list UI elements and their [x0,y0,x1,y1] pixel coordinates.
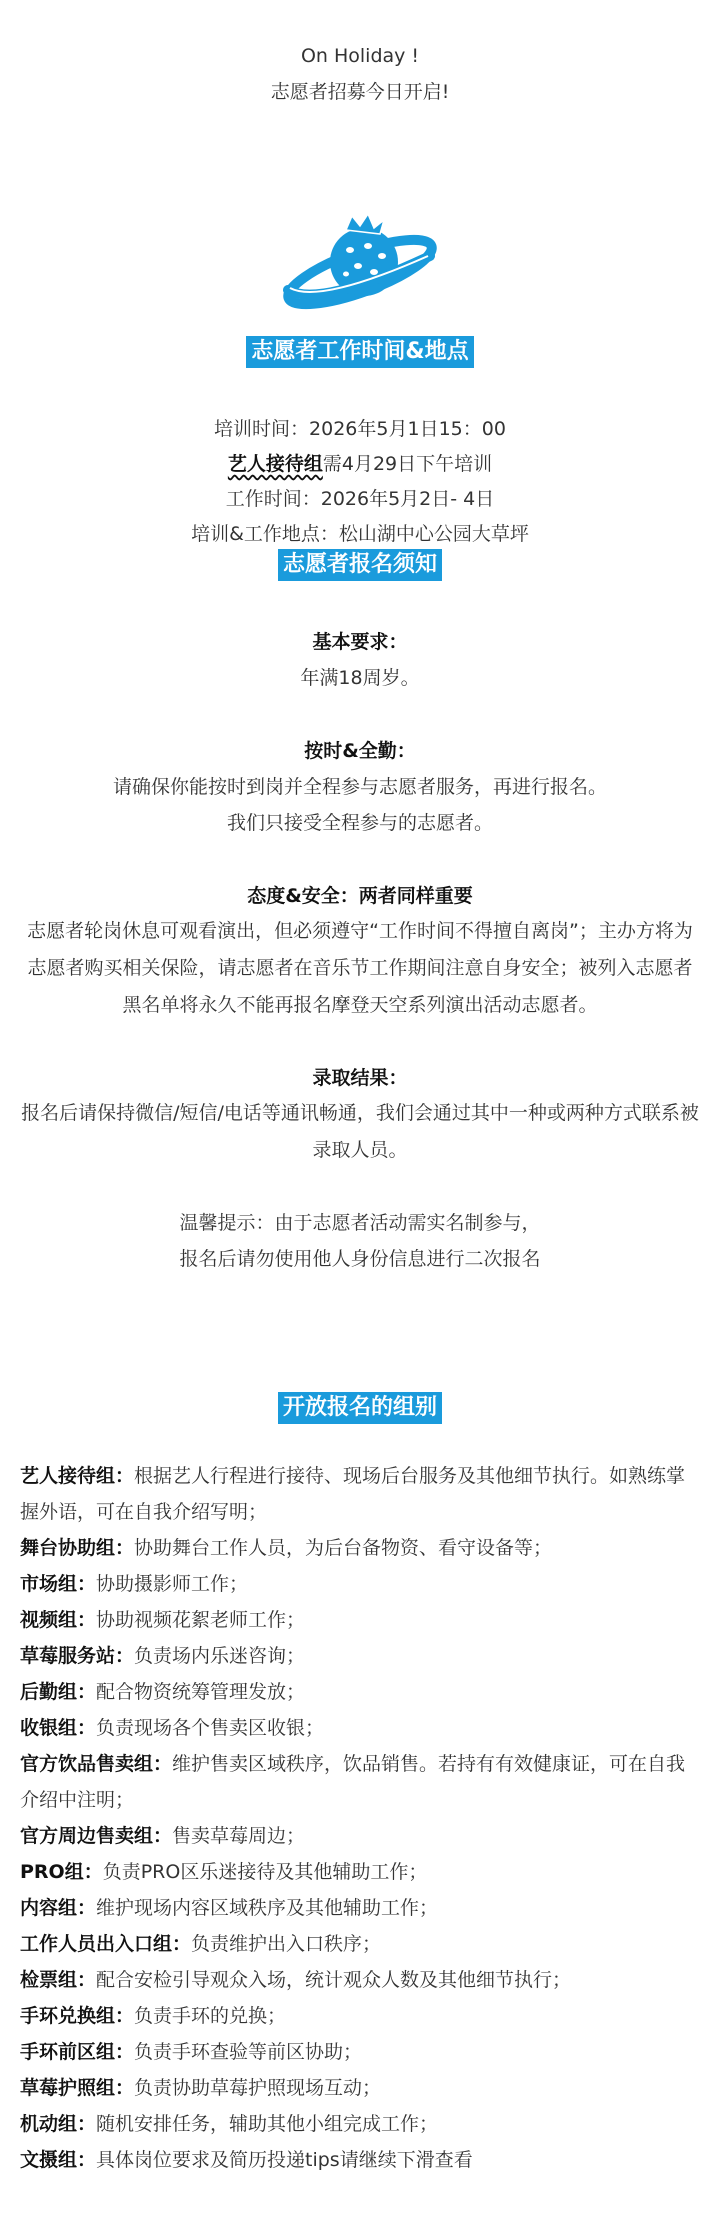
list-item [20,1818,704,1854]
group-desc: 负责手环查验等前区协助； [134,2041,363,2063]
group-name: 工作人员出入口组： [20,1933,192,1955]
notice-section-heading [0,549,720,581]
group-name: 收银组： [20,1717,97,1739]
list-item [20,1530,704,1566]
list-item [20,2034,704,2070]
attitude-text: 志愿者轮岗休息可观看演出，但必须遵守“工作时间不得擅自离岗”；主办方将为志愿者购买相关保险，请志愿者在音乐节工作期间注意自身安全；被列入志愿者黑名单将永久不能再报名摩登天空系列演出活动志愿者。 [27,920,693,1016]
work-location: 培训&工作地点：松山湖中心公园大草坪 [191,523,529,545]
artist-note-text: 需4月29日下午培训 [322,453,493,475]
tip-line-2: 报名后请勿使用他人身份信息进行二次报名 [179,1248,541,1270]
notice-section-title: 志愿者报名须知 [278,549,442,581]
group-desc: 维护售卖区域秩序，饮品销售。若持有有效健康证，可在自我介绍中注明； [20,1753,686,1811]
group-desc: 负责现场各个售卖区收银； [96,1717,325,1739]
list-item [20,1566,704,1602]
group-desc: 负责场内乐迷咨询； [134,1645,306,1667]
group-name: PRO组： [20,1861,103,1883]
training-time: 培训时间：2026年5月1日15：00 [214,418,506,440]
group-desc: 负责手环的兑换； [134,2005,287,2027]
work-section-heading [0,336,720,368]
group-name: 内容组： [20,1897,97,1919]
group-name: 市场组： [20,1573,97,1595]
groups-section-title: 开放报名的组别 [278,1392,442,1424]
attendance-title: 按时&全勤： [304,740,416,762]
group-desc: 具体岗位要求及简历投递tips请继续下滑查看 [96,2149,473,2171]
group-desc: 协助视频花絮老师工作； [96,1609,306,1631]
list-item [20,1998,704,2034]
result-title: 录取结果： [312,1067,408,1089]
tip-line-1: 温馨提示：由于志愿者活动需实名制参与， [179,1212,541,1234]
list-item [20,1854,704,1890]
work-section-title: 志愿者工作时间&地点 [246,336,473,368]
group-desc: 协助摄影师工作； [96,1573,249,1595]
list-item [20,1710,704,1746]
groups-list [20,1458,704,2178]
group-name: 官方周边售卖组： [20,1825,173,1847]
artist-group-label: 艺人接待组 [227,453,323,475]
artist-training-note [0,446,720,482]
intro-line-1: On Holiday ! [300,45,420,67]
group-name: 草莓服务站： [20,1645,135,1667]
list-item [20,2142,704,2178]
list-item [20,1674,704,1710]
group-name: 检票组： [20,1969,97,1991]
group-name: 机动组： [20,2113,97,2135]
groups-section-heading [0,1392,720,1424]
group-desc: 配合物资统筹管理发放； [96,1681,306,1703]
work-time: 工作时间：2026年5月2日- 4日 [225,488,495,510]
group-name: 文摄组： [20,2149,97,2171]
basic-requirement-text: 年满18周岁。 [300,667,420,689]
group-desc: 根据艺人行程进行接待、现场后台服务及其他细节执行。如熟练掌握外语，可在自我介绍写明； [20,1465,686,1523]
attendance-text-2: 我们只接受全程参与的志愿者。 [226,812,493,834]
list-item [20,1890,704,1926]
attitude-title: 态度&安全：两者同样重要 [247,885,473,907]
group-name: 手环前区组： [20,2041,135,2063]
group-name: 舞台协助组： [20,1537,135,1559]
result-text: 报名后请保持微信/短信/电话等通讯畅通，我们会通过其中一种或两种方式联系被录取人员。 [21,1102,699,1161]
group-name: 手环兑换组： [20,2005,135,2027]
list-item [20,2106,704,2142]
group-desc: 负责PRO区乐迷接待及其他辅助工作； [102,1861,428,1883]
list-item [20,1458,704,1530]
list-item [20,2070,704,2106]
basic-requirement-title: 基本要求： [312,631,408,653]
group-name: 后勤组： [20,1681,97,1703]
group-name: 官方饮品售卖组： [20,1753,173,1775]
group-desc: 负责维护出入口秩序； [191,1933,382,1955]
list-item [20,1926,704,1962]
group-desc: 维护现场内容区域秩序及其他辅助工作； [96,1897,439,1919]
group-name: 艺人接待组： [20,1465,135,1487]
group-name: 草莓护照组： [20,2077,135,2099]
list-item [20,1602,704,1638]
group-desc: 配合安检引导观众入场，统计观众人数及其他细节执行； [96,1969,572,1991]
group-desc: 协助舞台工作人员，为后台备物资、看守设备等； [134,1537,553,1559]
list-item [20,1962,704,1998]
group-name: 视频组： [20,1609,97,1631]
group-desc: 负责协助草莓护照现场互动； [134,2077,382,2099]
list-item [20,1746,704,1818]
intro-line-2: 志愿者招募今日开启! [270,81,450,103]
group-desc: 售卖草莓周边； [172,1825,306,1847]
strawberry-planet-icon [0,212,720,312]
group-desc: 随机安排任务，辅助其他小组完成工作； [96,2113,439,2135]
attendance-text-1: 请确保你能按时到岗并全程参与志愿者服务，再进行报名。 [112,776,607,798]
list-item [20,1638,704,1674]
